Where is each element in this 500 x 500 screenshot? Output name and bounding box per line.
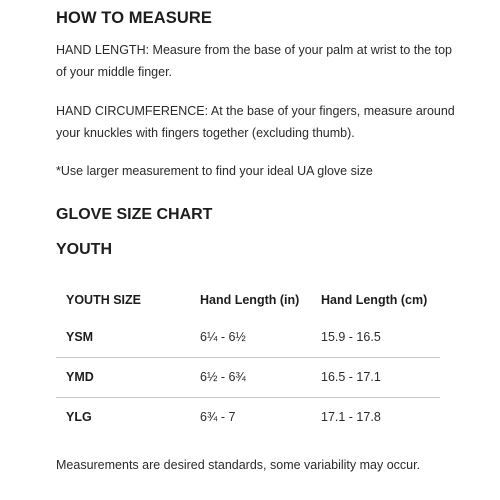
hand-length-instructions: HAND LENGTH: Measure from the base of your palm at wrist to the top of your middle finger. — [56, 43, 452, 79]
how-to-measure-heading: HOW TO MEASURE — [56, 9, 213, 27]
variability-note: Measurements are desired standards, some variability may occur. — [56, 458, 421, 472]
glove-size-chart-heading: GLOVE SIZE CHART — [56, 206, 213, 223]
column-header-length-in: Hand Length (in) — [200, 293, 300, 307]
size-cell: YLG — [66, 410, 92, 424]
hand-circumference-instructions: HAND CIRCUMFERENCE: At the base of your fingers, measure around your knuckles with fingers together (excluding thumb). — [56, 104, 455, 140]
youth-section-heading: YOUTH — [56, 241, 112, 258]
size-cell: YMD — [66, 370, 94, 384]
length-cm-cell: 17.1 - 17.8 — [321, 410, 381, 424]
size-cell: YSM — [66, 330, 94, 344]
measurement-tip: *Use larger measurement to find your ideal UA glove size — [56, 164, 373, 178]
column-header-length-cm: Hand Length (cm) — [321, 293, 428, 307]
length-in-cell: 6¼ - 6½ — [200, 330, 246, 344]
length-cm-cell: 15.9 - 16.5 — [321, 330, 381, 344]
length-in-cell: 6¾ - 7 — [200, 410, 236, 424]
table-row — [56, 398, 440, 437]
table-header-row — [56, 282, 440, 318]
length-cm-cell: 16.5 - 17.1 — [321, 370, 381, 384]
youth-size-table — [56, 282, 440, 437]
table-row — [56, 318, 440, 358]
column-header-size: YOUTH SIZE — [66, 293, 142, 307]
length-in-cell: 6½ - 6¾ — [200, 370, 246, 384]
table-row — [56, 358, 440, 398]
